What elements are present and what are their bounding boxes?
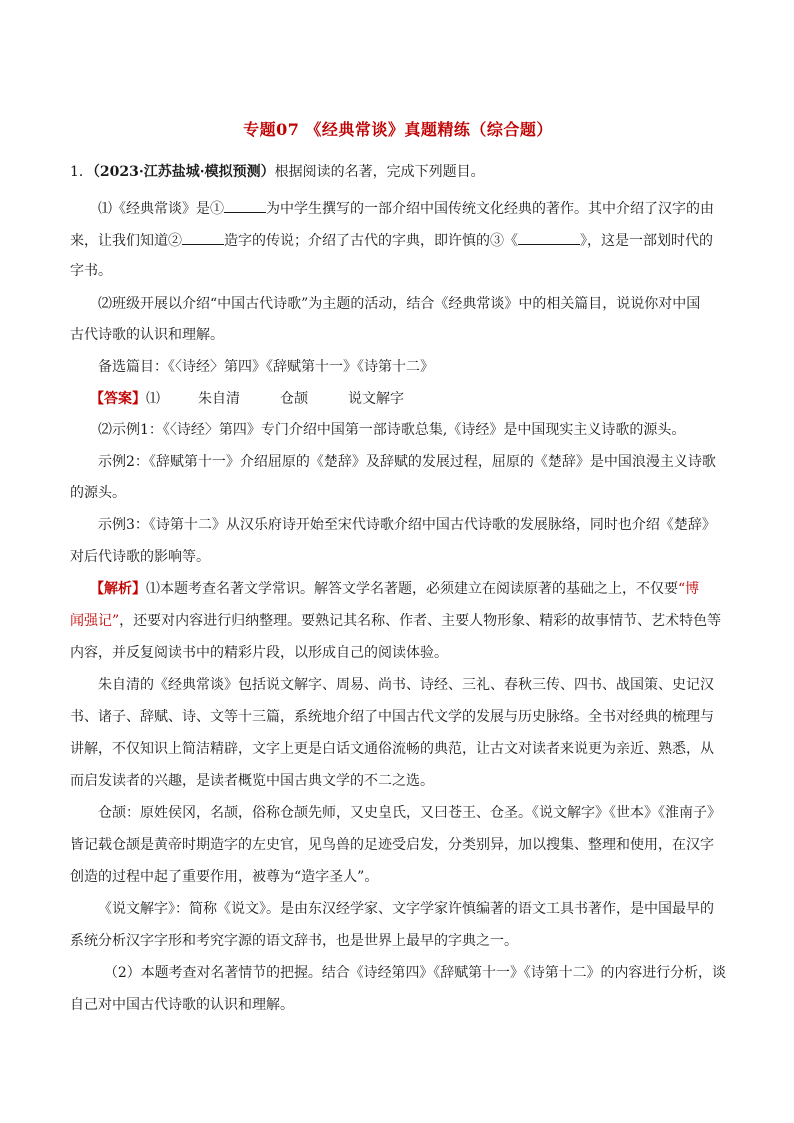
- blank-1: [224, 198, 266, 213]
- question-part2-line2: 古代诗歌的认识和理解。: [70, 327, 224, 343]
- answer-example-3a: 示例3：《诗第十二》从汉乐府诗开始至宋代诗歌介绍中国古代诗歌的发展脉络，同时也介绍《楚辞》: [98, 517, 716, 533]
- question-part1-line1: ⑴《经典常谈》是① 为中学生撰写的一部介绍中国传统文化经典的著作。其中介绍了汉字的由: [98, 198, 714, 218]
- question-part2-line1: ⑵班级开展以介绍“中国古代诗歌”为主题的活动，结合《经典常谈》中的相关篇目，说说你对中国: [98, 296, 701, 312]
- blank-2: [182, 230, 224, 245]
- blank-3: [518, 230, 580, 245]
- analysis-p3-line3: 创造的过程中起了重要作用，被尊为“造字圣人”。: [70, 869, 379, 885]
- question-part1-line2: 来，让我们知道② 造字的传说；介绍了古代的字典，即许慎的③《 》，这是一部划时代的: [70, 230, 713, 250]
- answer-line: 【答案】⑴ 朱自清 仓颉 说文解字: [90, 391, 404, 407]
- analysis-p3-line2: 皆记载仓颉是黄帝时期造字的左史官，见鸟兽的足迹受启发，分类别异，加以搜集、整理和使用，在汉字: [70, 837, 714, 853]
- answer-1: 朱自清: [198, 391, 240, 407]
- analysis-p1-line1: 【解析】⑴本题考查名著文学常识。解答文学名著题，必须建立在阅读原著的基础之上，不仅要“博: [90, 581, 700, 597]
- answer-example-1: ⑵示例1：《〈诗经〉第四》专门介绍中国第一部诗歌总集,《诗经》是中国现实主义诗歌的源头。: [98, 422, 686, 438]
- analysis-p4-line1: 《说文解字》：简称《说文》。是由东汉经学家、文字学家许慎编著的语文工具书著作，是中国最早的: [98, 901, 714, 917]
- answer-example-2a: 示例2：《辞赋第十一》介绍屈原的《楚辞》及辞赋的发展过程，屈原的《楚辞》是中国浪漫主义诗歌: [98, 454, 716, 470]
- answer-3: 说文解字: [348, 391, 404, 407]
- answer-example-2b: 的源头。: [70, 485, 126, 501]
- analysis-p2-line2: 书、诸子、辞赋、诗、文等十三篇，系统地介绍了中国古代文学的发展与历史脉络。全书对经典的梳理与: [70, 709, 714, 725]
- question-options: 备选篇目：《〈诗经〉第四》《辞赋第十一》《诗第十二》: [98, 359, 434, 375]
- analysis-p1-line2: 闻强记”，还要对内容进行归纳整理。要熟记其名称、作者、主要人物形象、精彩的故事情节、艺术特色等: [70, 613, 722, 629]
- question-part1-line3: 字书。: [70, 263, 112, 279]
- answer-2: 仓颉: [280, 391, 308, 407]
- analysis-label: 【解析】: [90, 581, 146, 597]
- page-title: 专题07 《经典常谈》真题精练（综合题）: [243, 120, 553, 139]
- analysis-p4-line2: 系统分析汉字字形和考究字源的语文辞书，也是世界上最早的字典之一。: [70, 933, 518, 949]
- question-stem: [70, 163, 485, 181]
- analysis-p3-line1: 仓颉：原姓侯冈，名颉，俗称仓颉先师，又史皇氏，又曰苍王、仓圣。《说文解字》《世本》《淮南子》: [98, 805, 721, 821]
- analysis-p5-line2: 自己对中国古代诗歌的认识和理解。: [70, 997, 294, 1013]
- analysis-p5-line1: （2）本题考查对名著情节的把握。结合《诗经第四》《辞赋第十一》《诗第十二》的内容进行分析，谈: [104, 965, 726, 981]
- question-text: 根据阅读的名著，完成下列题目。: [274, 164, 485, 180]
- analysis-p2-line3: 讲解，不仅知识上简洁精辟，文字上更是白话文通俗流畅的典范，让古文对读者来说更为亲近、熟悉，从: [70, 741, 714, 757]
- question-source: （2023·江苏盐城·模拟预测）: [92, 164, 275, 180]
- answer-example-3b: 对后代诗歌的影响等。: [70, 549, 210, 565]
- analysis-p2-line4: 而启发读者的兴趣，是读者概览中国古典文学的不二之选。: [70, 773, 434, 789]
- analysis-p2-line1: 朱自清的《经典常谈》包括说文解字、周易、尚书、诗经、三礼、春秋三传、四书、战国策、史记汉: [98, 677, 714, 693]
- answer-label: 【答案】: [90, 391, 146, 407]
- analysis-p1-line3: 内容，并反复阅读书中的精彩片段，以形成自己的阅读体验。: [70, 645, 448, 661]
- question-number: 1．: [70, 164, 93, 180]
